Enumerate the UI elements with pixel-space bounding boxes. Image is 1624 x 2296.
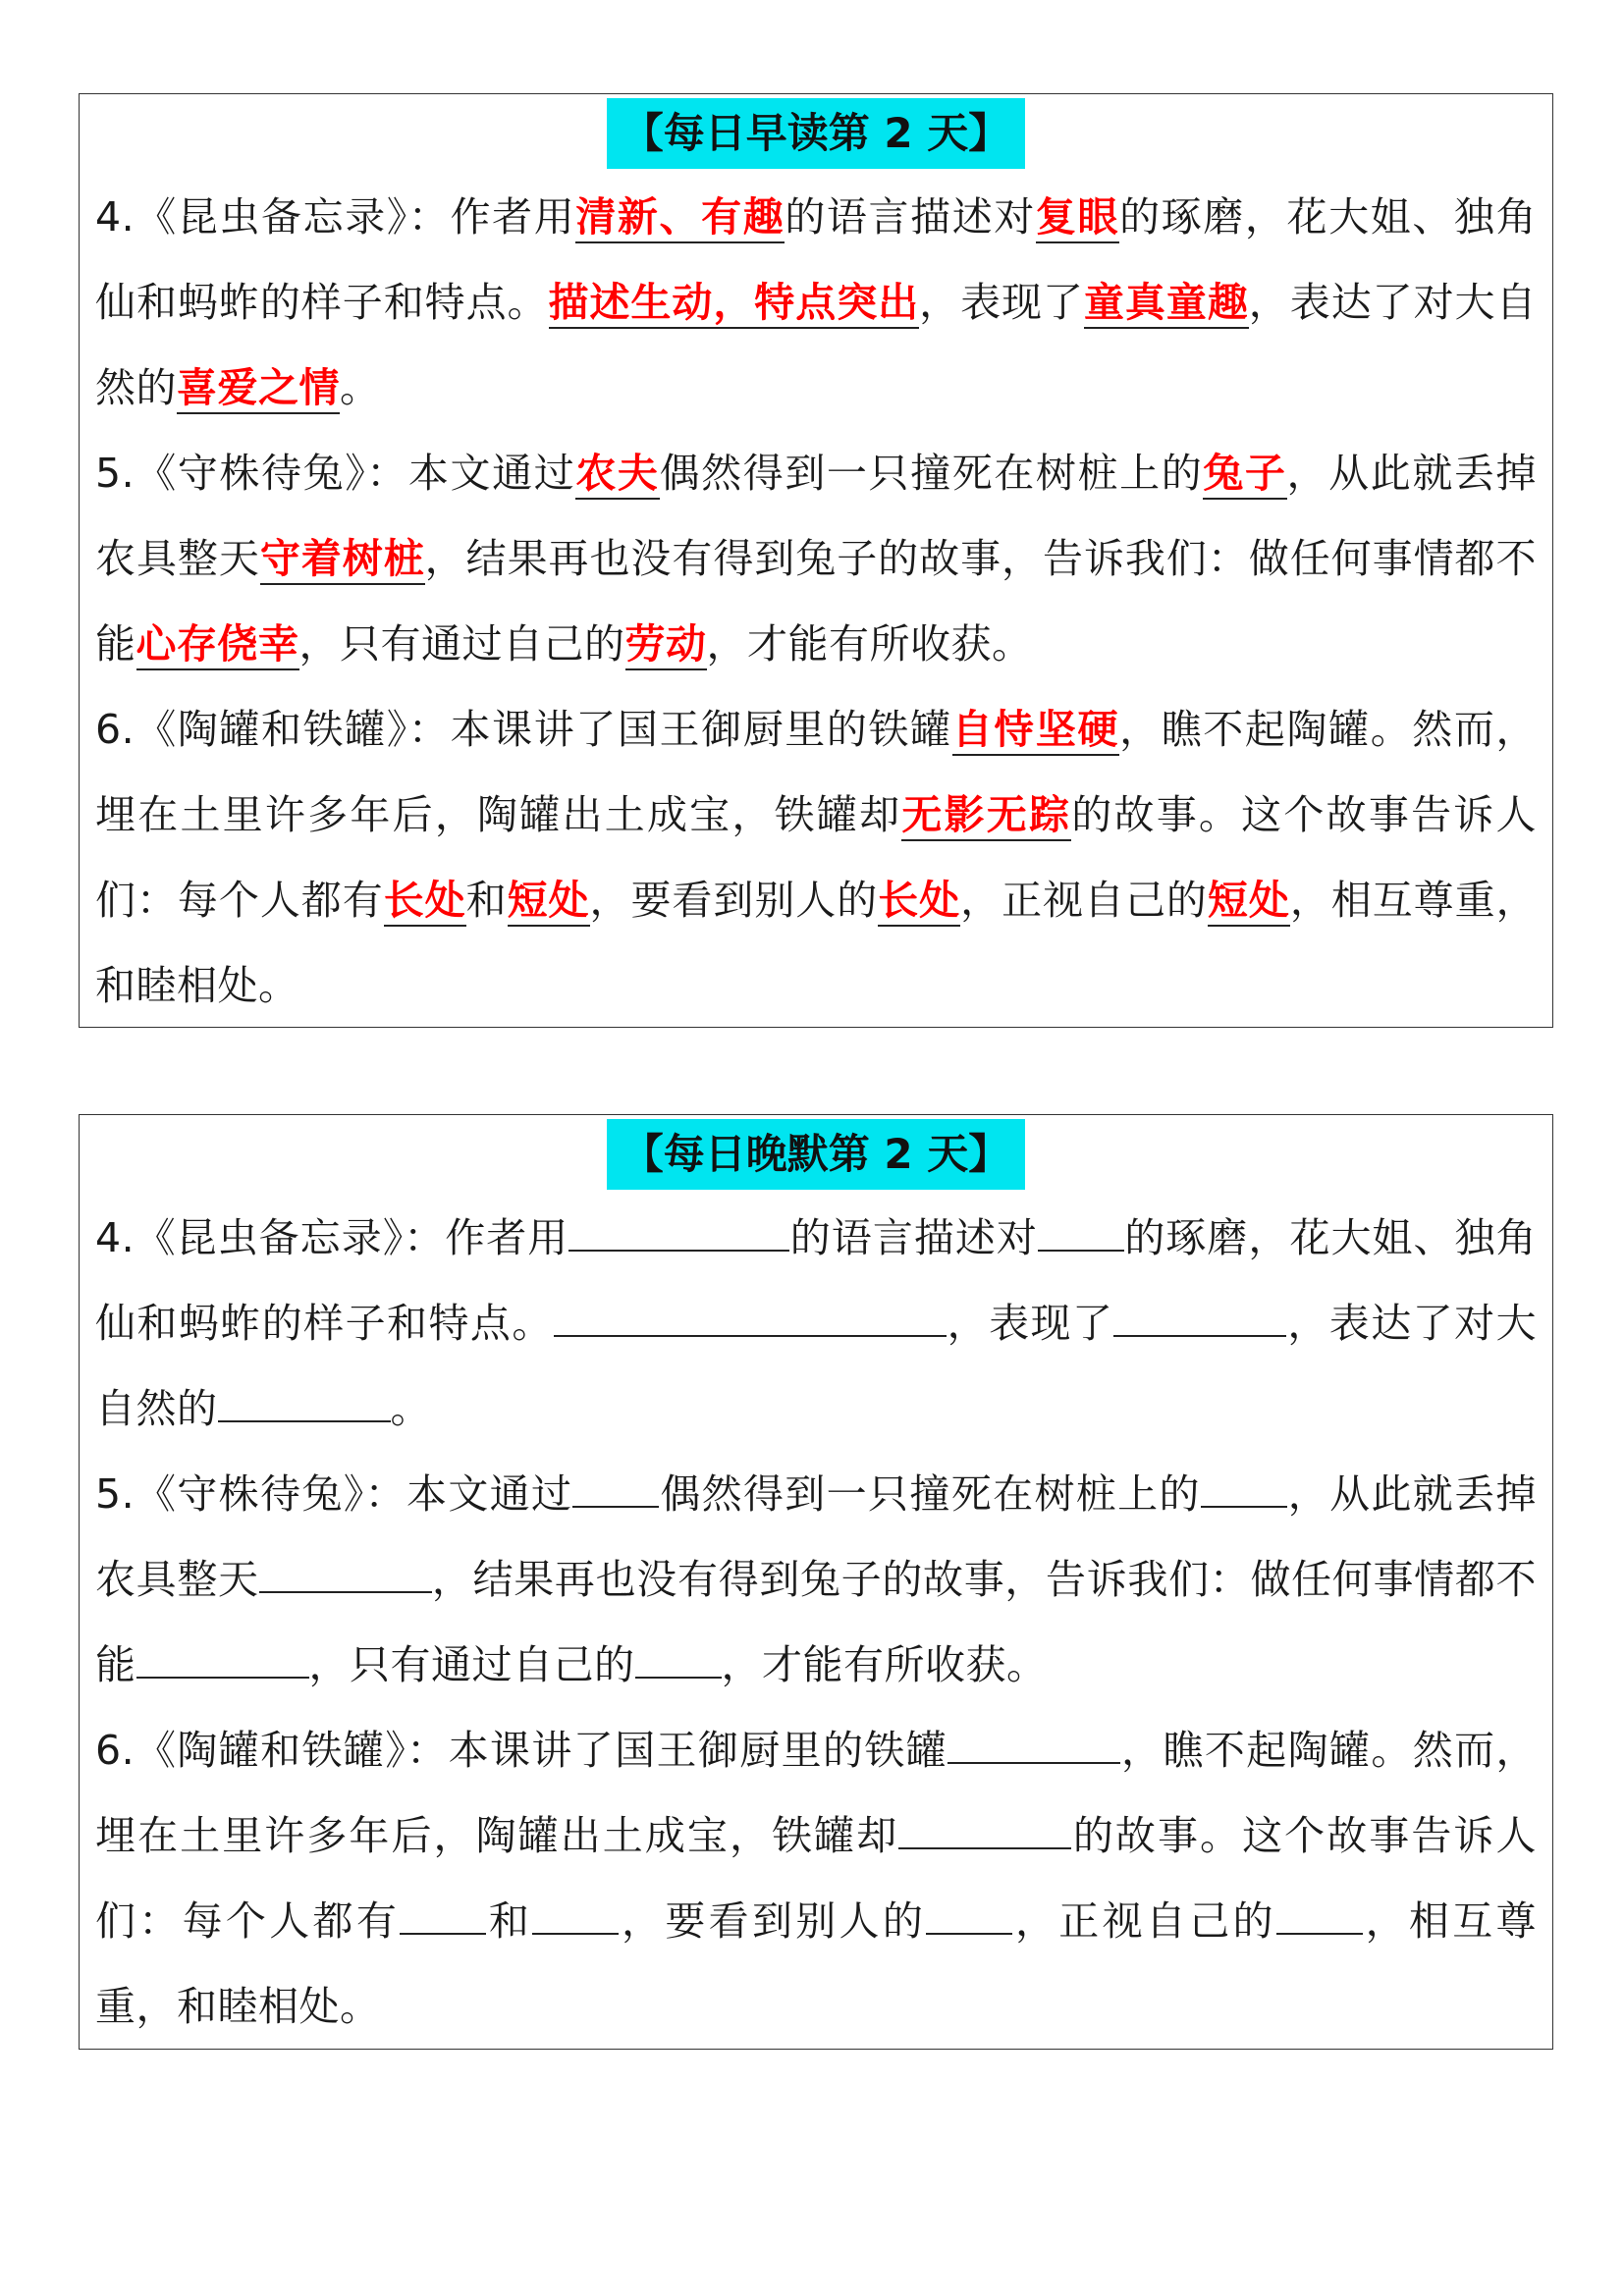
evening-item-5: 5.《守株待兔》：本文通过 偶然得到一只撞死在树桩上的 ，从此就丢掉农具整天 ，结果再也没有得到兔子的故事，告诉我们：做任何事情都不能 ，只有通过自己的 ，才能有所收获。 <box>95 1470 1538 1688</box>
fill-blank[interactable] <box>1113 1334 1286 1337</box>
fill-blank[interactable] <box>635 1676 722 1679</box>
fill-blank[interactable] <box>1201 1505 1287 1508</box>
answer: 短处 <box>1208 877 1290 927</box>
evening-title: 【每日晚默第 2 天】 <box>607 1119 1025 1190</box>
answer: 心存侥幸 <box>136 620 299 670</box>
morning-item-5: 5.《守株待兔》：本文通过农夫偶然得到一只撞死在树桩上的兔子，从此就丢掉农具整天守着树桩，结果再也没有得到兔子的故事，告诉我们：做任何事情都不能心存侥幸，只有通过自己的劳动，才能有所收获。 <box>95 431 1537 687</box>
fill-blank[interactable] <box>400 1932 486 1935</box>
morning-item-4: 4.《昆虫备忘录》：作者用清新、有趣的语言描述对复眼的琢磨，花大姐、独角仙和蚂蚱的样子和特点。描述生动，特点突出，表现了童真童趣，表达了对大自然的喜爱之情。 <box>95 175 1537 431</box>
answer: 童真童趣 <box>1084 279 1249 329</box>
answer: 守着树桩 <box>260 535 425 585</box>
morning-title: 【每日早读第 2 天】 <box>607 98 1025 169</box>
fill-blank[interactable] <box>259 1590 432 1593</box>
fill-blank[interactable] <box>136 1676 309 1679</box>
fill-blank[interactable] <box>1038 1249 1124 1252</box>
evening-item-6: 6.《陶罐和铁罐》：本课讲了国王御厨里的铁罐 ，瞧不起陶罐。然而，埋在土里许多年后，陶罐出土成宝，铁罐却 的故事。这个故事告诉人们：每个人都有 和 ，要看到别人的 ，正视自己的 ，相互尊重，和睦相处。 <box>95 1727 1538 2030</box>
answer: 农夫 <box>575 450 659 500</box>
fill-blank[interactable] <box>947 1761 1120 1764</box>
answer: 兔子 <box>1203 450 1286 500</box>
answer: 自恃坚硬 <box>952 706 1119 756</box>
morning-title-wrap <box>95 94 1537 175</box>
answer: 长处 <box>878 877 960 927</box>
morning-reading-box <box>79 93 1553 1028</box>
fill-blank[interactable] <box>898 1846 1071 1849</box>
answer: 清新、有趣 <box>575 193 785 243</box>
fill-blank[interactable] <box>218 1419 391 1422</box>
morning-item-6: 6.《陶罐和铁罐》：本课讲了国王御厨里的铁罐自恃坚硬，瞧不起陶罐。然而，埋在土里许多年后，陶罐出土成宝，铁罐却无影无踪的故事。这个故事告诉人们：每个人都有长处和短处，要看到别人的长处，正视自己的短处，相互尊重，和睦相处。 <box>95 706 1538 1009</box>
answer: 短处 <box>508 877 590 927</box>
fill-blank[interactable] <box>572 1505 659 1508</box>
fill-blank[interactable] <box>1276 1932 1363 1935</box>
answer: 无影无踪 <box>901 791 1071 841</box>
answer: 描述生动，特点突出 <box>549 279 920 329</box>
answer: 喜爱之情 <box>177 364 340 414</box>
answer: 劳动 <box>625 620 707 670</box>
fill-blank[interactable] <box>532 1932 619 1935</box>
fill-blank[interactable] <box>554 1334 947 1337</box>
fill-blank[interactable] <box>568 1249 789 1252</box>
answer: 长处 <box>384 877 466 927</box>
evening-dictation-box <box>79 1114 1553 2050</box>
evening-title-wrap <box>95 1115 1537 1196</box>
evening-item-4: 4.《昆虫备忘录》：作者用 的语言描述对 的琢磨，花大姐、独角仙和蚂蚱的样子和特点。 ，表现了 ，表达了对大自然的 。 <box>95 1214 1538 1432</box>
answer: 复眼 <box>1036 193 1119 243</box>
fill-blank[interactable] <box>926 1932 1012 1935</box>
